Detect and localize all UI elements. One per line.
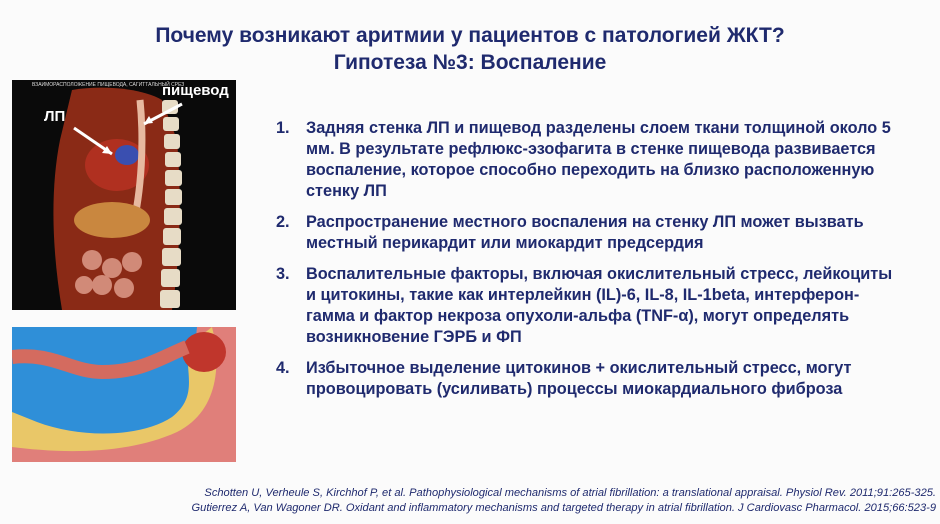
- list-item-text: Избыточное выделение цитокинов + окислительный стресс, могут провоцировать (усиливать) процессы миокардиального фиброза: [306, 359, 852, 398]
- reference-1: Schotten U, Verheule S, Kirchhof P, et al. Pathophysiological mechanisms of atrial fibrillation: a translational appraisal. Physiol Rev. 2011;91:265-325.: [204, 487, 936, 499]
- list-item-number: 2.: [276, 213, 290, 231]
- label-esophagus: пищевод: [162, 82, 229, 99]
- list-item-number: 1.: [276, 119, 290, 137]
- stomach-reflux-image: [12, 327, 236, 462]
- list-item: [276, 118, 906, 202]
- references: [0, 486, 936, 516]
- list-item-text: Задняя стенка ЛП и пищевод разделены слоем ткани толщиной около 5 мм. В результате рефлюкс-эзофагита в стенке пищевода развивается воспаление, которое способно переходить на близко расположенную стенку ЛП: [306, 119, 891, 200]
- slide-title: Почему возникают аритмии у пациентов с патологией ЖКТ?: [155, 24, 785, 47]
- list-item: [276, 212, 906, 254]
- figure-caption: ВЗАИМОРАСПОЛОЖЕНИЕ ПИЩЕВОДА, САГИТТАЛЬНЫЙ СРЕЗ: [32, 82, 185, 88]
- sagittal-anatomy-image: [12, 80, 236, 310]
- label-lp: ЛП: [44, 108, 66, 125]
- stomach-illustration: [12, 327, 236, 462]
- list-item-number: 3.: [276, 265, 290, 283]
- list-item: [276, 358, 906, 400]
- list-item: [276, 264, 906, 348]
- list-item-text: Воспалительные факторы, включая окислительный стресс, лейкоциты и цитокины, такие как интерлейкин (IL)-6, IL-8, IL-1beta, интерферон-гамма и фактор некроза опухоли-альфа (TNF-α), могут определять возникновение ГЭРБ и ФП: [306, 265, 893, 346]
- list-item-text: Распространение местного воспаления на стенку ЛП может вызвать местный перикардит или миокардит предсердия: [306, 213, 864, 252]
- reference-2: Gutierrez A, Van Wagoner DR. Oxidant and inflammatory mechanisms and targeted therapy in atrial fibrillation. J Cardiovasc Pharmacol. 2015;66:523-9: [191, 502, 936, 514]
- list-item-number: 4.: [276, 359, 290, 377]
- slide-subtitle: Гипотеза №3: Воспаление: [333, 51, 607, 74]
- hypothesis-list: [276, 118, 906, 410]
